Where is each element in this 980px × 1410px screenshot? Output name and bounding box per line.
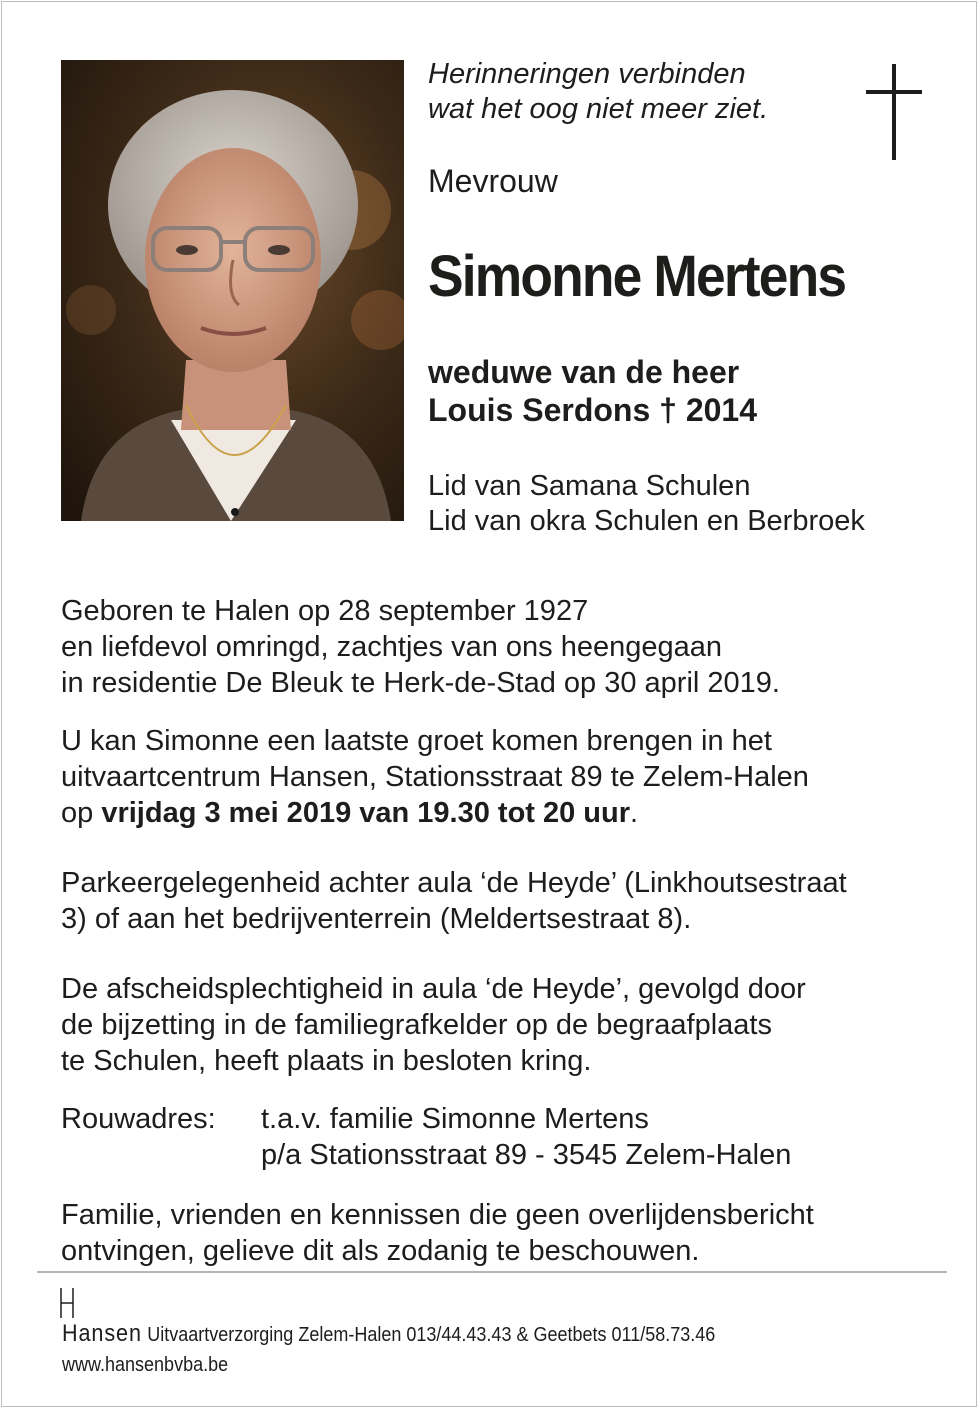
widow-line-2: Louis Serdons † 2014 (428, 392, 758, 428)
notice-paragraph (61, 1197, 916, 1269)
address-label: Rouwadres: (61, 1103, 216, 1135)
obituary-card (1, 1, 977, 1407)
parking-paragraph (61, 865, 916, 937)
portrait-photo (61, 60, 404, 521)
birth-paragraph (61, 593, 916, 701)
widow-line-1: weduwe van de heer (428, 354, 740, 390)
notice-line-2: ontvingen, gelieve dit als zodanig te beschouwen. (61, 1235, 700, 1267)
birth-line-2: en liefdevol omringd, zachtjes van ons heengegaan (61, 631, 723, 663)
ceremony-line-1: De afscheidsplechtigheid in aula ‘de Heyde’, gevolgd door (61, 973, 806, 1005)
parking-line-1: Parkeergelegenheid achter aula ‘de Heyde’ (Linkhoutsestraat (61, 867, 847, 899)
parking-line-2: 3) of aan het bedrijventerrein (Meldertsestraat 8). (61, 903, 692, 935)
visit-paragraph (61, 723, 916, 831)
visit-date-time: vrijdag 3 mei 2019 van 19.30 tot 20 uur (101, 797, 631, 829)
footer-url-link[interactable]: www.hansenbvba.be (62, 1354, 229, 1376)
membership-line-2: Lid van okra Schulen en Berbroek (428, 505, 865, 537)
address-lines (261, 1101, 791, 1173)
salutation: Mevrouw (428, 163, 558, 199)
birth-line-1: Geboren te Halen op 28 september 1927 (61, 595, 589, 627)
notice-line-1: Familie, vrienden en kennissen die geen overlijdensbericht (61, 1199, 814, 1231)
visit-line-2: uitvaartcentrum Hansen, Stationsstraat 89 te Zelem-Halen (61, 761, 809, 793)
portrait-illustration (61, 60, 404, 521)
visit-suffix: . (630, 797, 639, 829)
address-line-2: p/a Stationsstraat 89 - 3545 Zelem-Halen (261, 1139, 792, 1171)
ceremony-paragraph (61, 971, 916, 1079)
birth-line-3: in residentie De Bleuk te Herk-de-Stad op 30 april 2019. (61, 667, 780, 699)
ceremony-line-3: te Schulen, heeft plaats in besloten kring. (61, 1045, 592, 1077)
quote-line-2: wat het oog niet meer ziet. (428, 93, 769, 125)
ceremony-line-2: de bijzetting in de familiegrafkelder op de begraafplaats (61, 1009, 772, 1041)
widow-info (428, 353, 757, 429)
visit-line-1: U kan Simonne een laatste groet komen brengen in het (61, 725, 772, 757)
address-line-1: t.a.v. familie Simonne Mertens (261, 1103, 649, 1135)
visit-line-3 (61, 795, 916, 831)
deceased-name: Simonne Mertens (428, 244, 846, 309)
cross-icon (866, 64, 922, 160)
memberships (428, 469, 865, 539)
membership-line-1: Lid van Samana Schulen (428, 470, 751, 502)
footer-brand: Hansen (62, 1320, 142, 1347)
footer-contact (62, 1322, 715, 1347)
memorial-quote (428, 57, 768, 127)
footer-text: Uitvaartverzorging Zelem-Halen 013/44.43.43 & Geetbets 011/58.73.46 (147, 1324, 716, 1346)
hansen-logo-icon (58, 1288, 78, 1318)
footer-divider (37, 1271, 947, 1273)
visit-prefix: op (61, 797, 102, 829)
quote-line-1: Herinneringen verbinden (428, 58, 746, 90)
